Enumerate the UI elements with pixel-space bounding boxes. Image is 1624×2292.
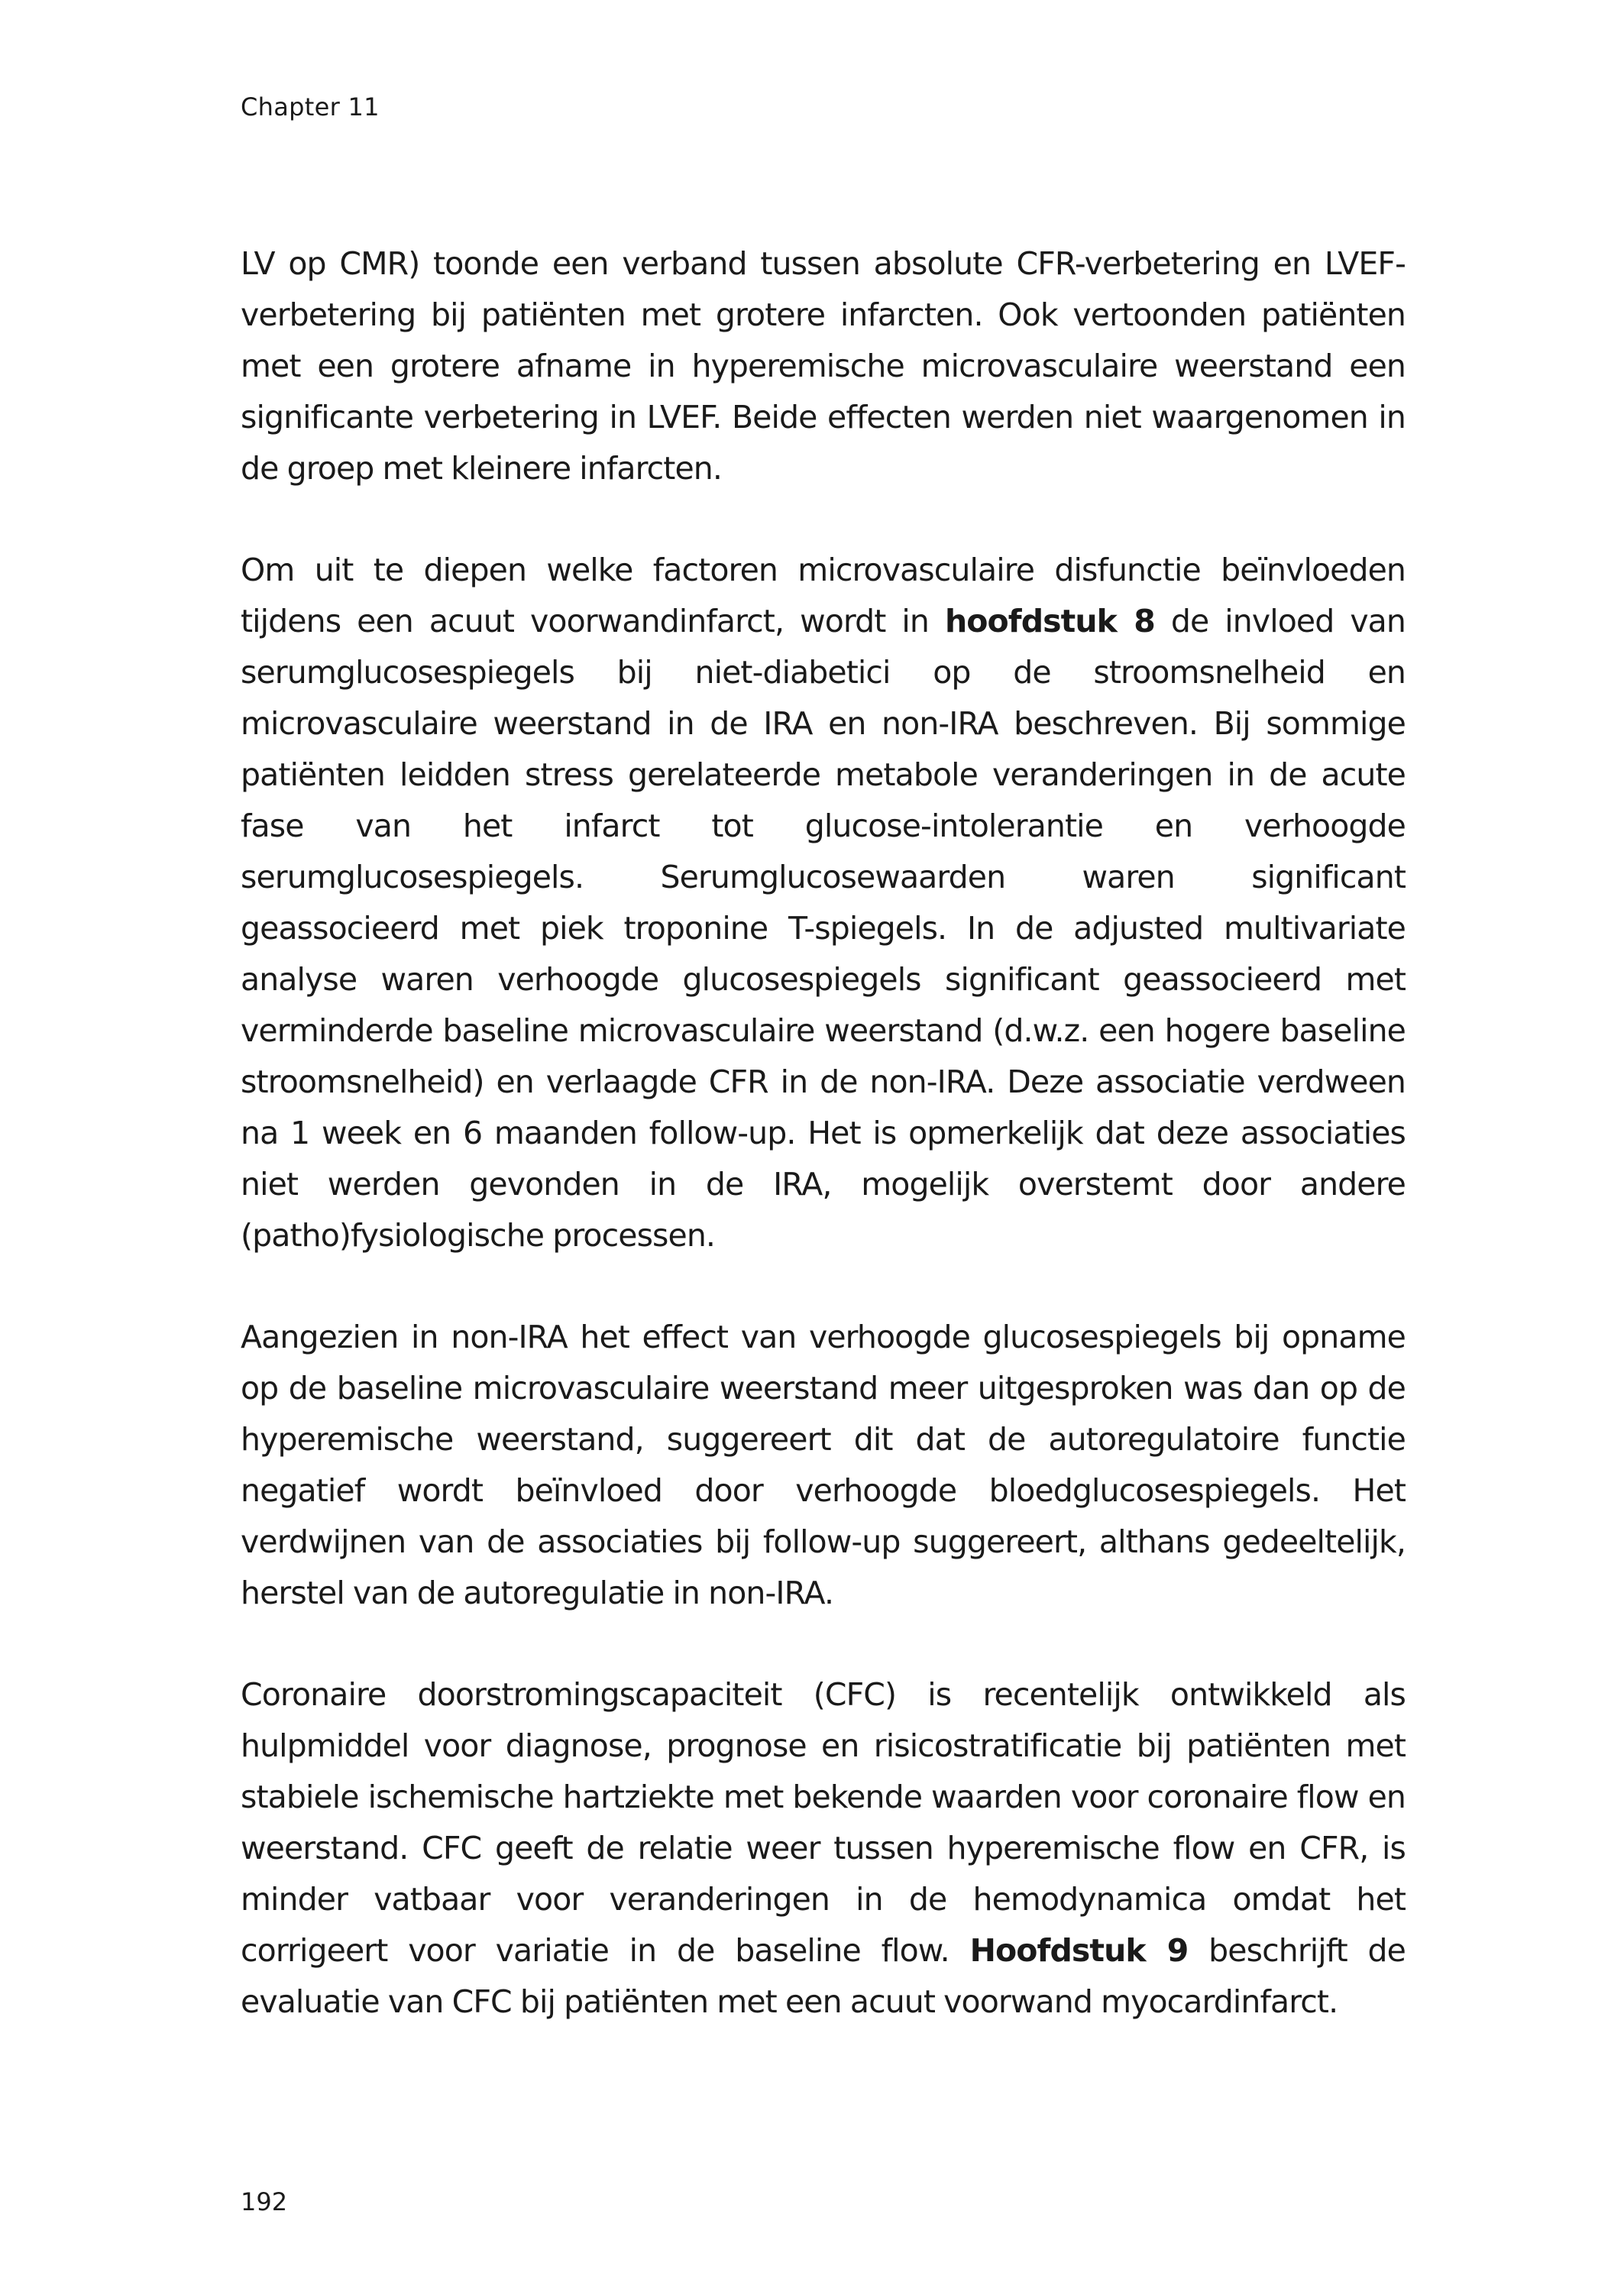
paragraph-text: Om uit te diepen welke factoren microvasculaire disfunctie beïnvloeden tijdens een acuut voorwandinfarct, wordt in <box>241 552 1406 639</box>
paragraph <box>241 1669 1406 2028</box>
paragraph <box>241 1312 1406 1619</box>
paragraph-text: Aangezien in non-IRA het effect van verhoogde glucosespiegels bij opname op de baseline microvasculaire weerstand meer uitgesproken was dan op de hyperemische weerstand, suggereert dit dat de autoregulatoire functie negatief wordt beïnvloed door verhoogde bloedglucosespiegels. Het verdwijnen van de associaties bij follow-up suggereert, althans gedeeltelijk, herstel van de autoregulatie in non-IRA. <box>241 1319 1406 1611</box>
chapter-reference: hoofdstuk 8 <box>944 603 1155 639</box>
paragraph-text: beschrijft de evaluatie van CFC bij patiënten met een acuut voorwand myocardinfarct. <box>241 1932 1406 2020</box>
paragraph-text: Coronaire doorstromingscapaciteit (CFC) is recentelijk ontwikkeld als hulpmiddel voor diagnose, prognose en risicostratificatie bij patiënten met stabiele ischemische hartziekte met bekende waarden voor coronaire flow en weerstand. CFC geeft de relatie weer tussen hyperemische flow en CFR, is minder vatbaar voor veranderingen in de hemodynamica omdat het corrigeert voor variatie in de baseline flow. <box>241 1676 1406 1969</box>
running-header: Chapter 11 <box>241 92 380 121</box>
page-number: 192 <box>241 2187 288 2216</box>
paragraph-text: LV op CMR) toonde een verband tussen absolute CFR-verbetering en LVEF-verbetering bij patiënten met grotere infarcten. Ook vertoonden patiënten met een grotere afname in hyperemische microvasculaire weerstand een significante verbetering in LVEF. Beide effecten werden niet waargenomen in de groep met kleinere infarcten. <box>241 245 1406 487</box>
paragraph-text: de invloed van serumglucosespiegels bij niet-diabetici op de stroomsnelheid en microvasculaire weerstand in de IRA en non-IRA beschreven. Bij sommige patiënten leidden stress gerelateerde metabole veranderingen in de acute fase van het infarct tot glucose-intolerantie en verhoogde serumglucosespiegels. Serumglucosewaarden waren significant geassocieerd met piek troponine T-spiegels. In de adjusted multivariate analyse waren verhoogde glucosespiegels significant geassocieerd met verminderde baseline microvasculaire weerstand (d.w.z. een hogere baseline stroomsnelheid) en verlaagde CFR in de non-IRA. Deze associatie verdween na 1 week en 6 maanden follow-up. Het is opmerkelijk dat deze associaties niet werden gevonden in de IRA, mogelijk overstemt door andere (patho)fysiologische processen. <box>241 603 1406 1254</box>
paragraph <box>241 545 1406 1261</box>
chapter-reference: Hoofdstuk 9 <box>969 1932 1189 1969</box>
paragraph <box>241 238 1406 494</box>
page-body <box>241 238 1406 2078</box>
